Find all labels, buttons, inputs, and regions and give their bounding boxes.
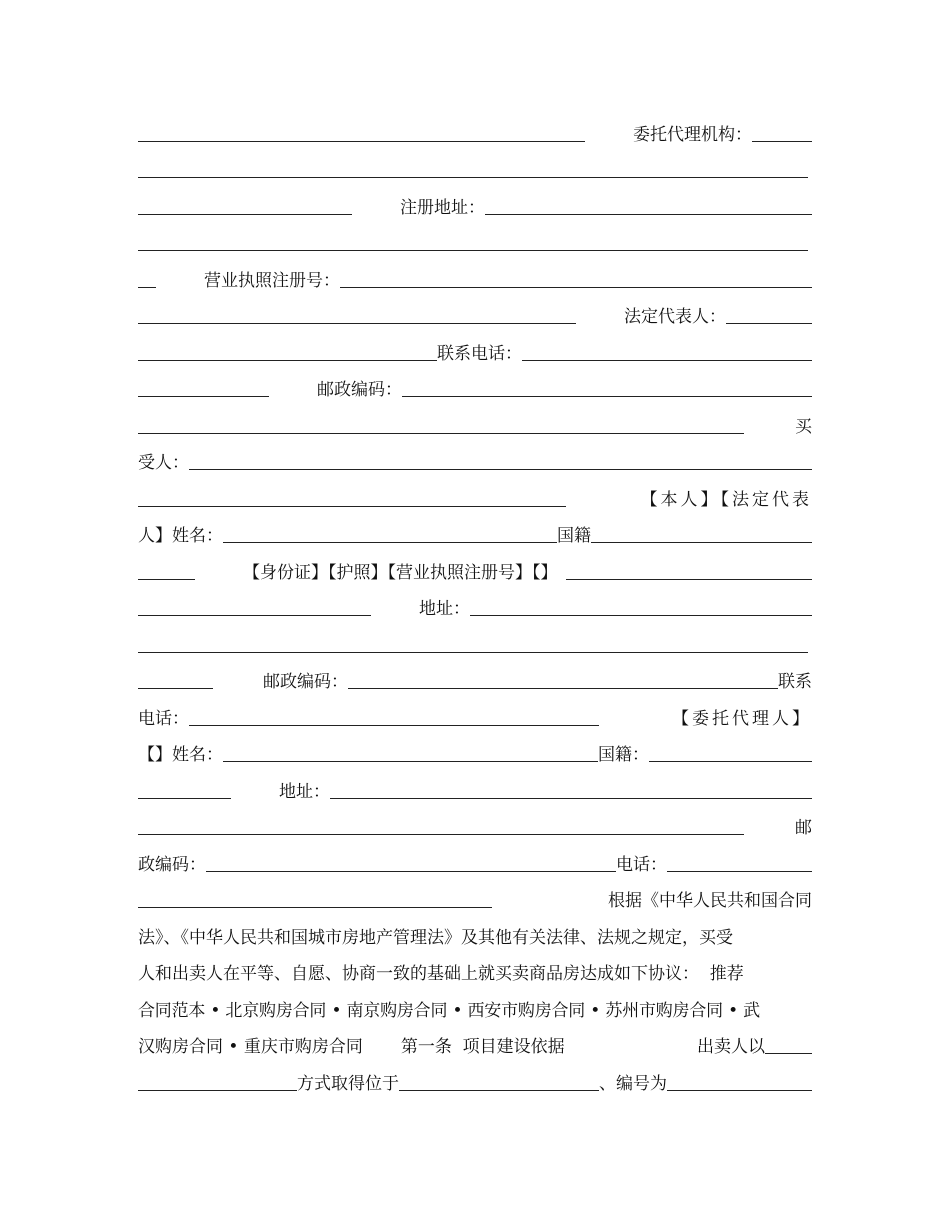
- blank[interactable]: [138, 492, 566, 507]
- paragraph-line: [138, 913, 812, 949]
- article-line: [138, 1022, 812, 1058]
- agent-name-blank[interactable]: [223, 747, 598, 762]
- phone-label: 联系电话：: [437, 344, 522, 364]
- basis-line: [138, 876, 812, 912]
- number-label: 、编号为: [599, 1074, 667, 1094]
- agent-postcode-line-b: [138, 840, 812, 876]
- blank[interactable]: [138, 784, 231, 799]
- basis-text: 根据《中华人民共和国合同: [608, 891, 812, 911]
- agency-label: 委托代理机构：: [633, 125, 752, 145]
- buyer-label-b: 受人：: [138, 453, 189, 473]
- number-blank[interactable]: [667, 1076, 812, 1091]
- agent-phone-label: 电话：: [616, 855, 667, 875]
- blank[interactable]: [138, 1076, 297, 1091]
- blank-line: [138, 219, 812, 255]
- buyer-blank[interactable]: [189, 455, 812, 470]
- agency-blank[interactable]: [752, 127, 812, 142]
- name-label: 人】姓名：: [138, 526, 223, 546]
- blank-line: [138, 621, 812, 657]
- legal-rep-line: [138, 292, 812, 328]
- paragraph-text: 法》、《中华人民共和国城市房地产管理法》及其他有关法律、法规之规定，买受: [138, 928, 733, 948]
- blank[interactable]: [138, 893, 492, 908]
- name-line: [138, 511, 812, 547]
- reg-address-line: [138, 183, 812, 219]
- id-type-line: [138, 548, 812, 584]
- agent-phone-blank[interactable]: [667, 857, 812, 872]
- identity-line: [138, 475, 812, 511]
- recommend-links-end[interactable]: 汉购房合同 • 重庆市购房合同: [138, 1037, 363, 1057]
- license-blank[interactable]: [340, 273, 812, 288]
- buyer-line-b: [138, 438, 812, 474]
- reg-address-blank[interactable]: [485, 200, 812, 215]
- blank[interactable]: [138, 638, 808, 653]
- blank[interactable]: [138, 236, 808, 251]
- agent-address-line: [138, 767, 812, 803]
- agent-nationality-blank[interactable]: [649, 747, 812, 762]
- phone-line: [138, 329, 812, 365]
- blank[interactable]: [138, 382, 269, 397]
- location-blank[interactable]: [399, 1076, 599, 1091]
- agent-name-label: 【】姓名：: [138, 745, 223, 765]
- postcode-label: 邮政编码：: [317, 380, 402, 400]
- agent-postcode-blank[interactable]: [206, 857, 616, 872]
- buyer-postcode-label: 邮政编码：: [263, 672, 348, 692]
- agent-nationality-label: 国籍：: [598, 745, 649, 765]
- legal-rep-label: 法定代表人：: [624, 307, 726, 327]
- postcode-line: [138, 365, 812, 401]
- agent-address-blank[interactable]: [330, 784, 812, 799]
- buyer-line-a: [138, 402, 812, 438]
- blank[interactable]: [138, 346, 437, 361]
- name-blank[interactable]: [223, 528, 557, 543]
- agency-line: [138, 110, 812, 146]
- recommend-line: [138, 986, 812, 1022]
- address-line: [138, 584, 812, 620]
- phone-blank[interactable]: [522, 346, 812, 361]
- blank[interactable]: [138, 419, 744, 434]
- blank[interactable]: [138, 163, 808, 178]
- land-line: [138, 1059, 812, 1095]
- buyer-postcode-line: [138, 657, 812, 693]
- recommend-links[interactable]: 合同范本 • 北京购房合同 • 南京购房合同 • 西安市购房合同 • 苏州市购房合同 • 武: [138, 1001, 760, 1021]
- license-label: 营业执照注册号：: [204, 271, 340, 291]
- blank[interactable]: [138, 309, 576, 324]
- address-label: 地址：: [419, 599, 470, 619]
- contact-label: 联系: [778, 672, 812, 692]
- reg-address-label: 注册地址：: [400, 198, 485, 218]
- blank[interactable]: [138, 273, 156, 288]
- paragraph-text: 人和出卖人在平等、自愿、协商一致的基础上就买卖商品房达成如下协议： 推荐: [138, 964, 744, 984]
- nationality-blank[interactable]: [591, 528, 812, 543]
- agent-postcode-label-a: 邮: [795, 818, 812, 838]
- blank[interactable]: [138, 601, 371, 616]
- agent-postcode-line-a: [138, 803, 812, 839]
- address-blank[interactable]: [470, 601, 812, 616]
- seller-text: 出卖人以: [697, 1037, 765, 1057]
- blank[interactable]: [138, 127, 585, 142]
- id-type-options: 【身份证】【护照】【营业执照注册号】【】: [243, 563, 558, 583]
- article-heading: 第一条 项目建设依据: [400, 1037, 565, 1057]
- method-label: 方式取得位于: [297, 1074, 399, 1094]
- license-line: [138, 256, 812, 292]
- buyer-phone-line: [138, 694, 812, 730]
- agent-postcode-label-b: 政编码：: [138, 855, 206, 875]
- buyer-label-a: 买: [795, 417, 812, 437]
- blank[interactable]: [765, 1039, 812, 1054]
- paragraph-line: [138, 949, 812, 985]
- buyer-phone-label: 电话：: [138, 709, 189, 729]
- agent-address-label: 地址：: [279, 782, 330, 802]
- postcode-blank[interactable]: [402, 382, 812, 397]
- nationality-label: 国籍: [557, 526, 591, 546]
- id-number-blank[interactable]: [566, 565, 813, 580]
- blank[interactable]: [138, 820, 744, 835]
- identity-options: 【本人】【法定代表: [640, 490, 812, 510]
- buyer-phone-blank[interactable]: [189, 711, 599, 726]
- agent-option: 【委托代理人】: [672, 709, 812, 729]
- blank[interactable]: [138, 674, 213, 689]
- buyer-postcode-blank[interactable]: [348, 674, 778, 689]
- blank[interactable]: [138, 565, 195, 580]
- agent-name-line: [138, 730, 812, 766]
- blank[interactable]: [138, 200, 352, 215]
- legal-rep-blank[interactable]: [726, 309, 812, 324]
- blank-line: [138, 146, 812, 182]
